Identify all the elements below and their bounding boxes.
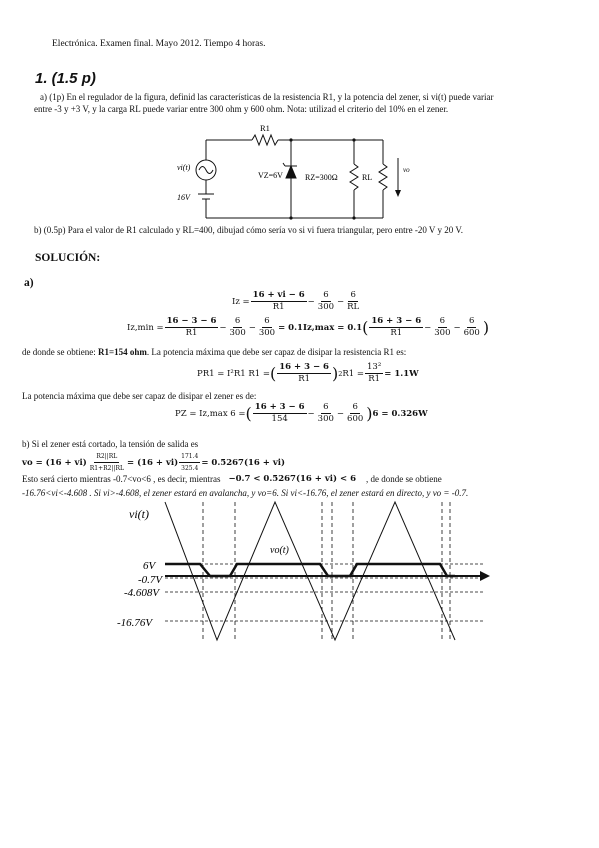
label-6v: 6V xyxy=(143,560,156,572)
range-line: -16.76<vi<-4.608 . Si vi>-4.608, el zener estará en avalancha, y vo=6. Si vi<-16.76, el zener estará en directo, y vo = -0.7. xyxy=(22,488,469,498)
waveform-graph xyxy=(110,500,495,650)
regulator-circuit xyxy=(170,120,420,225)
label-neg-16-76v: -16.76V xyxy=(117,617,153,629)
part-b-solution-text: b) Si el zener está cortado, la tensión de salida es xyxy=(22,439,199,449)
equation-vo-cut: vo = (16 + vi) $\frac{R2||RL}{R1+R2||RL}$ = (16 + vi) $\frac{171.4}{325.4}$ = 0.5267(16 + vi) xyxy=(22,453,286,472)
derivation-line: de donde se obtiene: R1=154 ohm. La potencia máxima que debe ser capaz de disipar la resistencia R1 es: xyxy=(22,347,407,357)
exam-header: Electrónica. Examen final. Mayo 2012. Tiempo 4 horas. xyxy=(52,39,266,49)
equation-pr1: PR1 = I²R1 R1 = ( $\frac{16 + 3 - 6}{R1}$ ) 2 R1 = $\frac{\text{13²}}{R1}$ = 1.1W xyxy=(197,362,419,384)
vi-axis-label: vi(t) xyxy=(129,507,149,521)
zener-power-text: La potencia máxima que debe ser capaz de disipar el zener es de: xyxy=(22,391,257,401)
zener-voltage-label: VZ=6V xyxy=(258,171,283,180)
rz-label: RZ=300Ω xyxy=(305,173,338,182)
problem-title: 1. (1.5 p) xyxy=(35,70,96,87)
solution-title: SOLUCIÓN: xyxy=(35,252,101,264)
label-neg-4-608v: -4.608V xyxy=(124,587,160,599)
equation-iz-min: Iz,min = $\frac{16 - 3 - 6}{R1}$ − $\frac{6}{300}$ − $\frac{6}{300}$ = 0.1Iz,max = 0.1 ( $\frac{16 + 3 - 6}{R1}$ − $\frac{6}{300}$ − $\frac{6}{600}$ ) xyxy=(127,316,490,338)
condition-line: Esto será cierto mientras -0.7<vo<6 , es decir, mientras −0.7 < 0.5267(16 + vi) < 6 , de donde se obtiene xyxy=(22,474,442,484)
vi-source-label: vi(t) xyxy=(177,163,191,172)
label-neg-0-7v: -0.7V xyxy=(138,574,163,586)
solution-a-label: a) xyxy=(24,277,34,289)
vo-label: vo xyxy=(403,166,410,174)
part-a-statement-line1: a) (1p) En el regulador de la figura, definid las características de la resistencia R1, y la potencia del zener, si vi(t) puede variar xyxy=(40,92,494,102)
vo-curve-label: vo(t) xyxy=(270,545,289,556)
equation-pz: PZ = Iz,max 6 = ( $\frac{16 + 3 - 6}{154}$ − $\frac{6}{300}$ − $\frac{6}{600}$ ) 6 = 0.326W xyxy=(175,402,428,424)
r1-label: R1 xyxy=(260,123,270,133)
dc-source-label: 16V xyxy=(177,193,190,202)
rl-label: RL xyxy=(362,173,373,182)
part-a-statement-line2: entre -3 y +3 V, y la carga RL puede variar entre 300 ohm y 600 ohm. Nota: utilizad el criterio del 10% en el zener. xyxy=(34,104,449,114)
part-b-statement: b) (0.5p) Para el valor de R1 calculado y RL=400, dibujad cómo sería vo si vi fuera triangular, pero entre -20 V y 20 V. xyxy=(34,225,463,235)
equation-iz: Iz = $\frac{16 + vi - 6}{R1}$ − $\frac{6}{300}$ − $\frac{6}{RL}$ xyxy=(232,290,360,312)
